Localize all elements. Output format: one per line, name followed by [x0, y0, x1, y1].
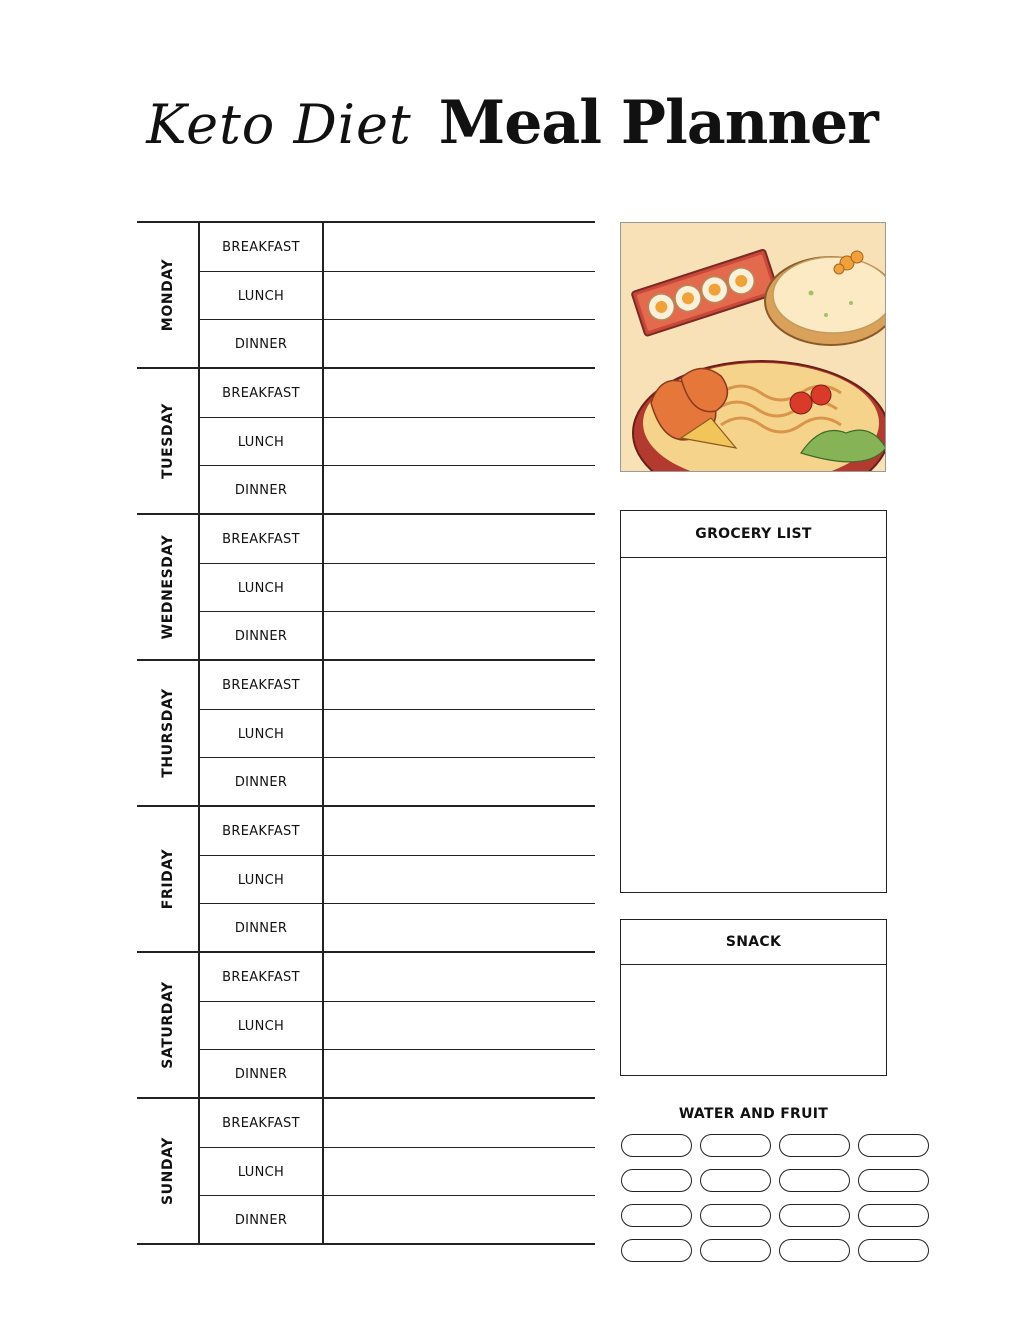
meal-label: BREAKFAST — [200, 369, 324, 417]
meal-entry-field[interactable] — [324, 564, 595, 612]
snack-area[interactable] — [621, 965, 886, 1075]
meal-entry-field[interactable] — [324, 1196, 595, 1244]
meal-label: DINNER — [200, 758, 324, 806]
water-tracker-pill[interactable] — [700, 1169, 771, 1192]
water-tracker-pill[interactable] — [621, 1134, 692, 1157]
meal-label: DINNER — [200, 612, 324, 660]
water-tracker-pill[interactable] — [700, 1239, 771, 1262]
meal-row-dinner — [200, 319, 595, 368]
meal-row-lunch — [200, 855, 595, 904]
meal-label: LUNCH — [200, 1002, 324, 1050]
water-tracker-pill[interactable] — [700, 1134, 771, 1157]
grocery-list-area[interactable] — [621, 558, 886, 892]
meal-row-breakfast — [200, 223, 595, 271]
meal-label: BREAKFAST — [200, 1099, 324, 1147]
meal-label: DINNER — [200, 904, 324, 952]
meal-entry-field[interactable] — [324, 1050, 595, 1098]
meal-entry-field[interactable] — [324, 661, 595, 709]
day-block-sunday — [137, 1097, 595, 1245]
meal-row-lunch — [200, 1147, 595, 1196]
day-label-cell — [137, 515, 200, 659]
snack-title: SNACK — [621, 920, 886, 965]
meal-row-lunch — [200, 709, 595, 758]
water-tracker-grid — [621, 1134, 929, 1262]
meal-row-dinner — [200, 1049, 595, 1098]
meal-label: DINNER — [200, 1196, 324, 1244]
meal-row-breakfast — [200, 515, 595, 563]
meal-label: DINNER — [200, 466, 324, 514]
meal-row-breakfast — [200, 807, 595, 855]
meal-entry-field[interactable] — [324, 1002, 595, 1050]
meal-row-breakfast — [200, 661, 595, 709]
meal-entry-field[interactable] — [324, 1099, 595, 1147]
title-main: Meal Planner — [438, 88, 878, 158]
meal-entry-field[interactable] — [324, 612, 595, 660]
meal-label: DINNER — [200, 320, 324, 368]
meal-table — [137, 221, 595, 1245]
meal-label: BREAKFAST — [200, 515, 324, 563]
water-tracker-pill[interactable] — [858, 1134, 929, 1157]
meal-label: BREAKFAST — [200, 661, 324, 709]
water-tracker-pill[interactable] — [779, 1134, 850, 1157]
day-label: WEDNESDAY — [159, 534, 176, 640]
water-tracker-pill[interactable] — [858, 1169, 929, 1192]
grocery-list-box — [620, 510, 887, 893]
day-block-wednesday — [137, 513, 595, 659]
day-label-cell — [137, 1099, 200, 1243]
meal-entry-field[interactable] — [324, 515, 595, 563]
meal-entry-field[interactable] — [324, 710, 595, 758]
meal-row-dinner — [200, 465, 595, 514]
day-label: SATURDAY — [159, 981, 176, 1069]
meal-entry-field[interactable] — [324, 320, 595, 368]
day-label: SUNDAY — [159, 1136, 176, 1206]
day-label-cell — [137, 223, 200, 367]
page-title — [0, 88, 1024, 158]
meal-row-breakfast — [200, 953, 595, 1001]
water-tracker-pill[interactable] — [779, 1239, 850, 1262]
meal-entry-field[interactable] — [324, 953, 595, 1001]
water-tracker-pill[interactable] — [621, 1204, 692, 1227]
meal-row-lunch — [200, 1001, 595, 1050]
water-tracker-pill[interactable] — [700, 1204, 771, 1227]
food-illustration — [620, 222, 886, 472]
meal-row-dinner — [200, 903, 595, 952]
day-label: MONDAY — [159, 258, 176, 332]
meal-entry-field[interactable] — [324, 904, 595, 952]
day-block-friday — [137, 805, 595, 951]
meal-row-dinner — [200, 611, 595, 660]
grocery-list-title: GROCERY LIST — [621, 511, 886, 558]
meal-label: LUNCH — [200, 272, 324, 320]
meal-row-lunch — [200, 563, 595, 612]
meal-label: BREAKFAST — [200, 953, 324, 1001]
meal-entry-field[interactable] — [324, 807, 595, 855]
meal-label: LUNCH — [200, 1148, 324, 1196]
meal-entry-field[interactable] — [324, 418, 595, 466]
meal-row-dinner — [200, 757, 595, 806]
meal-label: LUNCH — [200, 564, 324, 612]
meal-entry-field[interactable] — [324, 223, 595, 271]
day-label-cell — [137, 661, 200, 805]
day-block-tuesday — [137, 367, 595, 513]
snack-box — [620, 919, 887, 1076]
day-label-cell — [137, 807, 200, 951]
meal-entry-field[interactable] — [324, 466, 595, 514]
meal-entry-field[interactable] — [324, 369, 595, 417]
water-and-fruit-title: WATER AND FRUIT — [678, 1106, 829, 1122]
water-tracker-pill[interactable] — [621, 1169, 692, 1192]
day-label-cell — [137, 953, 200, 1097]
water-tracker-pill[interactable] — [858, 1204, 929, 1227]
meal-entry-field[interactable] — [324, 272, 595, 320]
day-block-monday — [137, 221, 595, 367]
meal-row-breakfast — [200, 1099, 595, 1147]
meal-label: BREAKFAST — [200, 223, 324, 271]
meal-row-dinner — [200, 1195, 595, 1244]
meal-label: LUNCH — [200, 418, 324, 466]
day-block-thursday — [137, 659, 595, 805]
water-tracker-pill[interactable] — [779, 1204, 850, 1227]
meal-label: LUNCH — [200, 710, 324, 758]
meal-row-lunch — [200, 417, 595, 466]
day-label: THURSDAY — [159, 688, 176, 778]
meal-label: BREAKFAST — [200, 807, 324, 855]
meal-label: DINNER — [200, 1050, 324, 1098]
title-script: Keto Diet — [146, 93, 412, 156]
food-illustration-image — [621, 223, 886, 472]
water-tracker-pill[interactable] — [621, 1239, 692, 1262]
day-label: FRIDAY — [159, 848, 176, 910]
meal-row-breakfast — [200, 369, 595, 417]
day-label: TUESDAY — [159, 402, 176, 480]
meal-entry-field[interactable] — [324, 856, 595, 904]
meal-entry-field[interactable] — [324, 1148, 595, 1196]
meal-label: LUNCH — [200, 856, 324, 904]
day-block-saturday — [137, 951, 595, 1097]
water-tracker-pill[interactable] — [858, 1239, 929, 1262]
day-label-cell — [137, 369, 200, 513]
water-tracker-pill[interactable] — [779, 1169, 850, 1192]
meal-entry-field[interactable] — [324, 758, 595, 806]
meal-row-lunch — [200, 271, 595, 320]
